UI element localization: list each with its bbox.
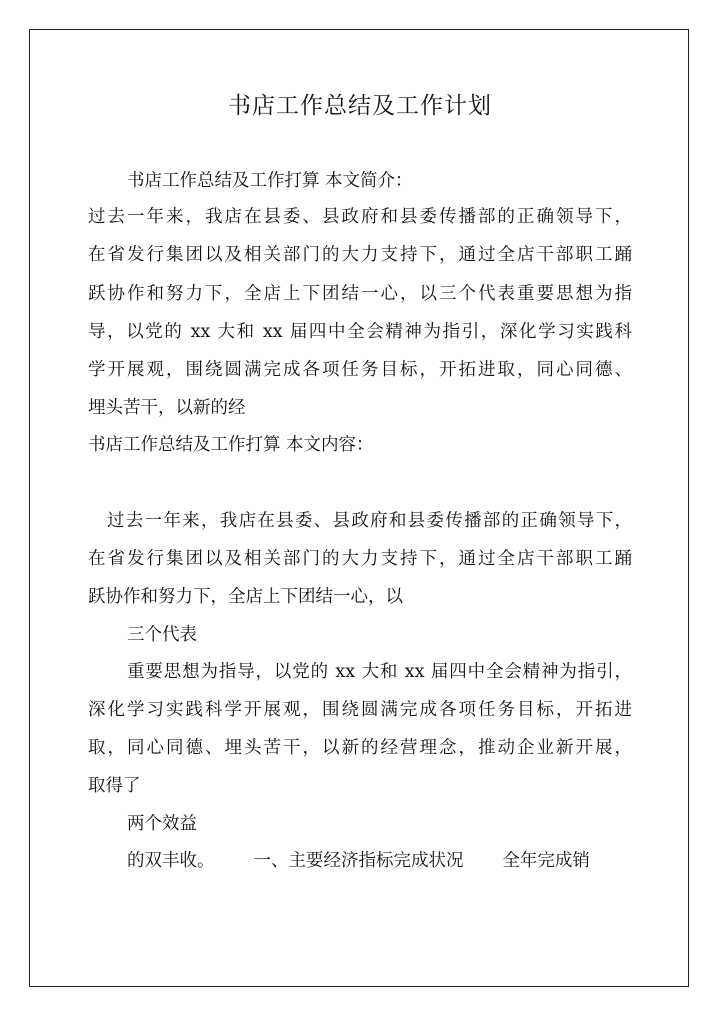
- content-line: 的双丰收。 一、主要经济指标完成状况 全年完成销: [127, 851, 590, 871]
- intro-heading: 书店工作总结及工作打算 本文简介：: [127, 171, 413, 191]
- content-line: 取，同心同德、埋头苦干，以新的经营理念，推动企业新开展，: [88, 738, 632, 758]
- content-heading: 书店工作总结及工作打算 本文内容：: [88, 435, 374, 455]
- intro-line: 导，以党的 xx 大和 xx 届四中全会精神为指引，深化学习实践科: [88, 322, 632, 342]
- content-line: 两个效益: [127, 814, 197, 834]
- content-line: 取得了: [88, 776, 141, 796]
- content-line: 深化学习实践科学开展观，围绕圆满完成各项任务目标，开拓进: [88, 700, 632, 720]
- intro-line: 过去一年来，我店在县委、县政府和县委传播部的正确领导下，: [88, 207, 632, 227]
- content-line: 在省发行集团以及相关部门的大力支持下，通过全店干部职工踊: [88, 549, 632, 569]
- intro-line: 埋头苦干，以新的经: [88, 398, 246, 418]
- content-line: 重要思想为指导，以党的 xx 大和 xx 届四中全会精神为指引，: [127, 662, 632, 682]
- content-line: 跃协作和努力下，全店上下团结一心，以: [88, 587, 403, 607]
- intro-line: 学开展观，围绕圆满完成各项任务目标，开拓进取，同心同德、: [88, 360, 632, 380]
- intro-line: 跃协作和努力下，全店上下团结一心，以三个代表重要思想为指: [88, 284, 632, 304]
- content-line: 过去一年来，我店在县委、县政府和县委传播部的正确领导下，: [107, 511, 632, 531]
- content-line: 三个代表: [127, 625, 197, 645]
- document-title: 书店工作总结及工作计划: [228, 93, 492, 119]
- intro-line: 在省发行集团以及相关部门的大力支持下，通过全店干部职工踊: [88, 245, 632, 265]
